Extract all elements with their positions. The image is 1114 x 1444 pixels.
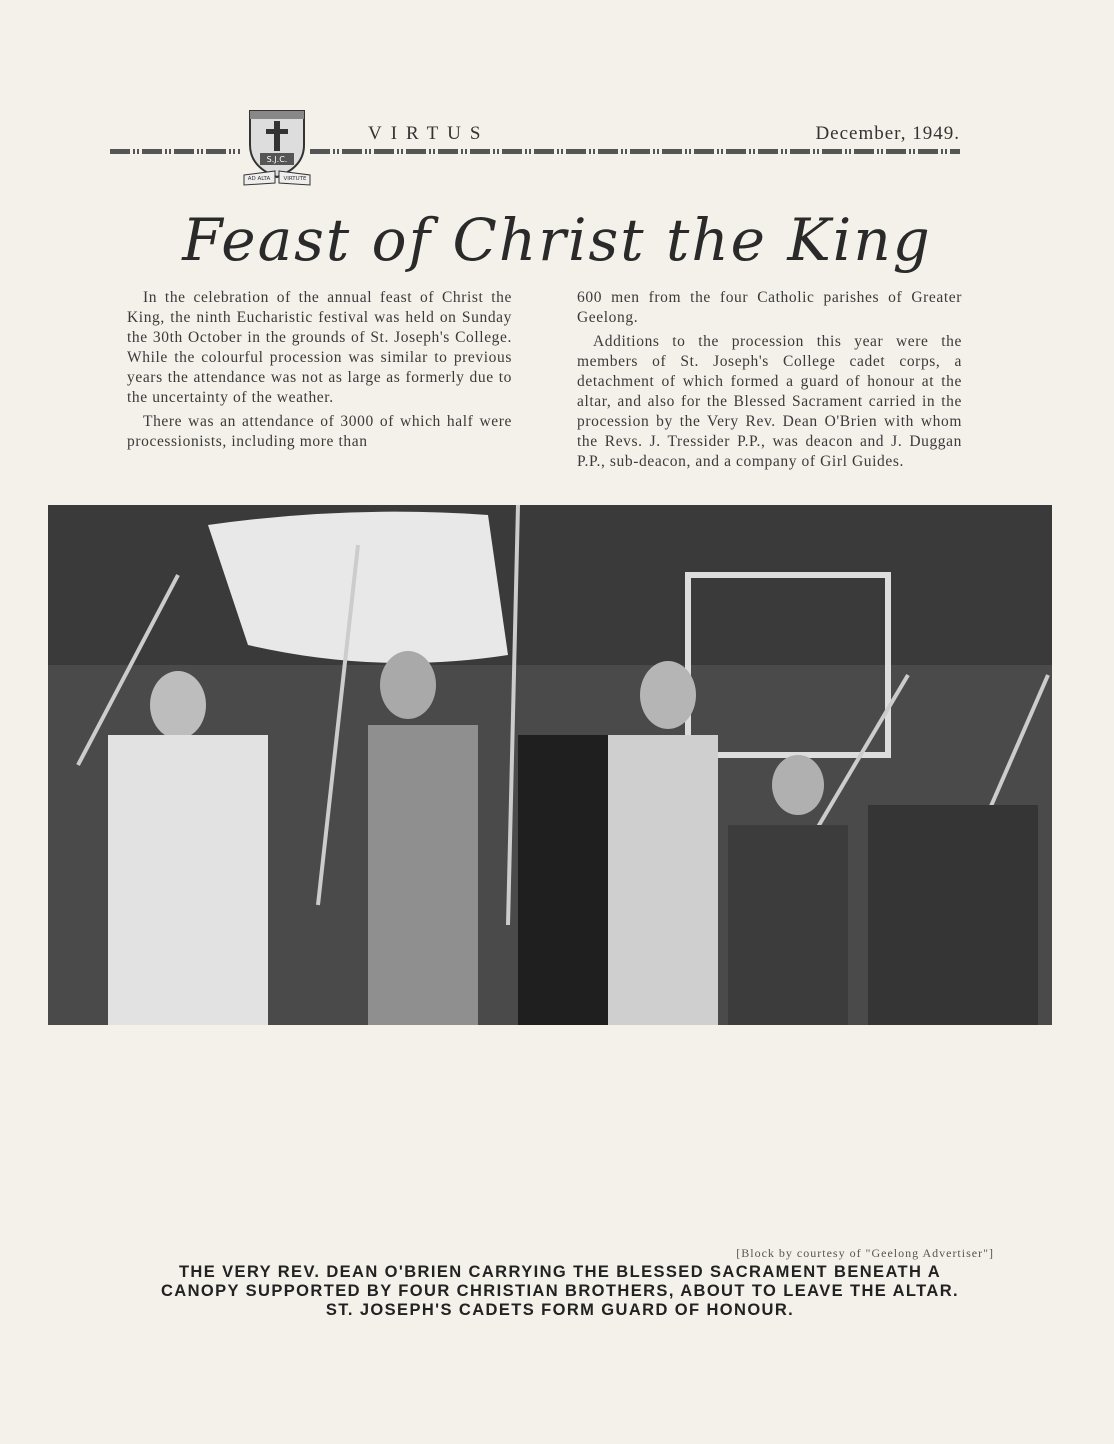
paragraph: There was an attendance of 3000 of which half were processionists, including more than	[127, 413, 512, 450]
header-rule-left	[110, 149, 240, 154]
caption-line: THE VERY REV. DEAN O'BRIEN CARRYING THE BLESSED SACRAMENT BENEATH A	[178, 1263, 942, 1281]
caption-line: CANOPY SUPPORTED BY FOUR CHRISTIAN BROTHERS, ABOUT TO LEAVE THE ALTAR.	[160, 1282, 960, 1300]
photo-caption	[60, 1263, 1060, 1320]
issue-date: December, 1949.	[815, 123, 960, 144]
procession-photo	[48, 505, 1052, 1025]
page-header	[110, 105, 960, 190]
photo-illustration	[48, 505, 1052, 1025]
crest-initials: S.J.C.	[266, 155, 288, 164]
article-column-right	[577, 288, 962, 476]
paragraph: 600 men from the four Catholic parishes of Greater Geelong.	[577, 289, 962, 326]
paragraph: In the celebration of the annual feast of Christ the King, the ninth Eucharistic festival was held on Sunday the 30th October in the grounds of St. Joseph's College. While the colourful procession was similar to previous years the attendance was not as large as formerly due to the uncertainty of the weather.	[127, 289, 512, 406]
photo-credit: [Block by courtesy of "Geelong Advertiser"]	[736, 1246, 994, 1260]
article-column-left	[127, 288, 512, 456]
caption-line: ST. JOSEPH'S CADETS FORM GUARD OF HONOUR.	[325, 1301, 795, 1319]
header-rule-right	[310, 149, 960, 154]
article-title: Feast of Christ the King	[182, 206, 932, 274]
masthead: VIRTUS	[368, 123, 490, 144]
crest-motto-left: AD ALTA	[247, 176, 271, 182]
cross-shield-icon	[242, 105, 312, 187]
crest-motto-right: VIRTUTE	[283, 176, 307, 182]
paragraph: Additions to the procession this year were the members of St. Joseph's College cadet corps, a detachment of which formed a guard of honour at the altar, and also for the Blessed Sacrament carried in the procession by the Very Rev. Dean O'Brien with whom the Revs. J. Tressider P.P., was deacon and J. Duggan P.P., sub-deacon, and a company of Girl Guides.	[577, 333, 962, 470]
